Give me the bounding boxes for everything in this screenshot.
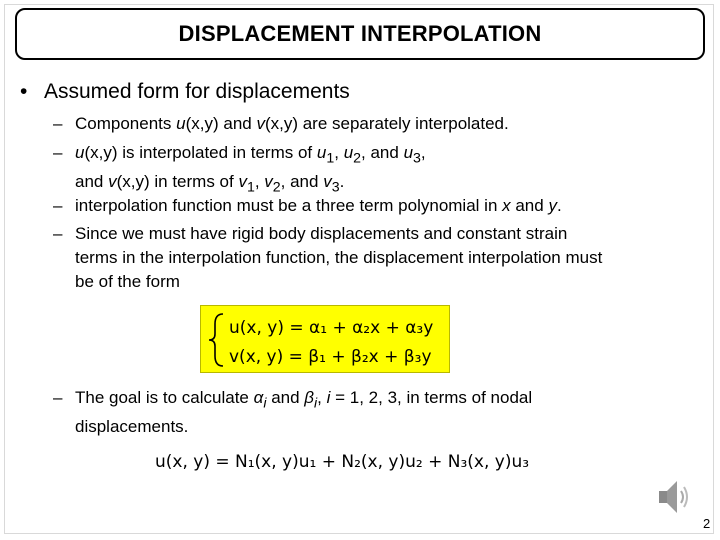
equations-graphic (201, 306, 451, 374)
interpolation-equation-text: u(x, y) = N₁(x, y)u₁ + N₂(x, y)u₂ + N₃(x, y)u₃ (155, 452, 530, 472)
sub-bullet-2 (53, 141, 703, 200)
left-brace-icon (209, 314, 223, 366)
sub-bullet-4-line-1: Since we must have rigid body displacements and constant strain (75, 224, 568, 243)
slide-title (15, 8, 705, 60)
dash: – (53, 114, 63, 133)
sub-bullet-3 (53, 194, 703, 218)
title-text: DISPLACEMENT INTERPOLATION (178, 21, 542, 46)
dash: – (53, 143, 63, 162)
sub-bullet-5-line-1: The goal is to calculate $\alpha_i$ and $\beta_i$, i = 1, 2, 3, in terms of nodal (75, 388, 533, 412)
interpolation-equation (155, 452, 529, 472)
speaker-icon[interactable] (657, 477, 691, 517)
dash: – (53, 196, 63, 215)
sub-bullet-5 (53, 386, 703, 439)
v-equation: v(x, y) = β₁ + β₂x + β₃y (229, 347, 432, 367)
page-number: 2 (703, 516, 711, 531)
main-bullet (20, 80, 350, 104)
main-bullet-text: Assumed form for displacements (44, 80, 350, 103)
sub-bullet-2-line-2: and v(x,y) in terms of $v_1$, $v_2$, and $v_3$. (75, 172, 345, 196)
sub-bullet-4-line-3: be of the form (75, 272, 180, 291)
sub-bullet-3-text: interpolation function must be a three term polynomial in x and y. (75, 196, 562, 215)
dash: – (53, 224, 63, 243)
dash: – (53, 388, 63, 407)
u-equation: u(x, y) = α₁ + α₂x + α₃y (229, 318, 434, 338)
sub-bullet-4 (53, 222, 703, 294)
sub-bullet-5-line-2: displacements. (75, 417, 189, 437)
bullet-dot: • (20, 80, 28, 103)
displacement-equations-box (200, 305, 450, 373)
sub-bullet-1 (53, 112, 703, 136)
sub-bullet-4-line-2: terms in the interpolation function, the displacement interpolation must (75, 248, 603, 267)
sub-bullet-1-text: Components u(x,y) and v(x,y) are separately interpolated. (75, 114, 509, 133)
sub-bullet-2-line-1: u(x,y) is interpolated in terms of $u_1$, $u_2$, and $u_3$, (75, 143, 426, 167)
